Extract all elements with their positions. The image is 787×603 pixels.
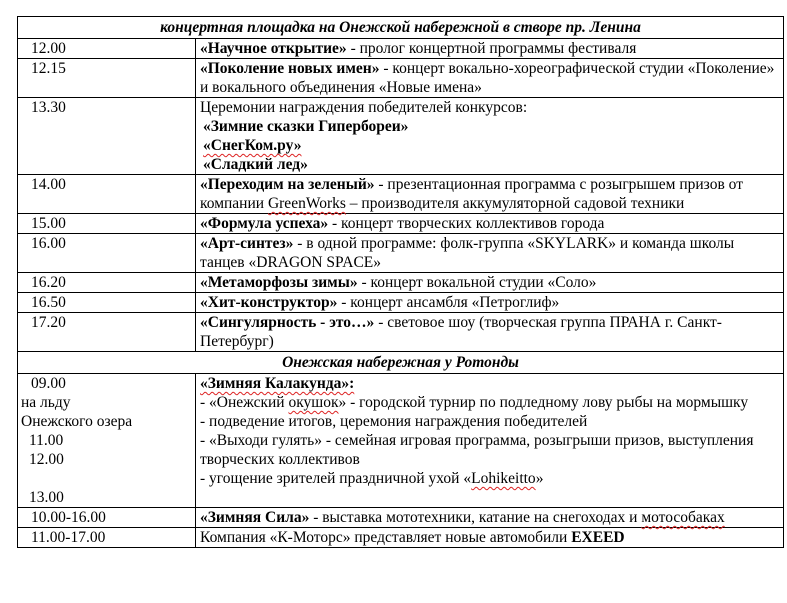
event-time: 10.00-16.00 <box>18 508 196 528</box>
table-row <box>18 293 784 313</box>
event-description <box>196 234 784 273</box>
event-title: «Зимняя Калакунда»: <box>200 375 355 392</box>
brand-name: GreenWorks <box>267 195 346 212</box>
event-text: Церемонии награждения победителей конкурсов: <box>200 99 528 116</box>
award-item: «СнегКом.ру» <box>203 137 302 154</box>
event-description <box>196 293 784 313</box>
table-row <box>18 508 784 528</box>
event-title: «Арт-синтез» <box>200 235 294 252</box>
event-time: 15.00 <box>18 214 196 234</box>
event-text: - световое шоу (творческая группа ПРАНА г. Санкт-Петербург) <box>200 314 722 350</box>
schedule-table <box>17 16 784 548</box>
table-row <box>18 39 784 59</box>
list-item: - «Онежский окушок» - городской турнир по подледному лову рыбы на мормышку <box>200 394 749 411</box>
event-text: - концерт вокальной студии «Соло» <box>357 274 597 291</box>
section-header <box>18 17 784 39</box>
event-title: «Метаморфозы зимы» <box>200 274 358 291</box>
table-row <box>18 214 784 234</box>
event-title: «Сингулярность - это…» <box>200 314 375 331</box>
table-row <box>18 273 784 293</box>
event-title: EXEED <box>571 529 625 546</box>
event-title: «Переходим на зеленый» <box>200 176 375 193</box>
section-title: концертная площадка на Онежской набережной в створе пр. Ленина <box>18 17 784 39</box>
event-text: - концерт вокально-хореографической студии «Поколение» и вокального объединения «Новые имена» <box>200 60 775 96</box>
event-description <box>196 528 784 548</box>
table-row <box>18 374 784 508</box>
event-time: 16.50 <box>18 293 196 313</box>
event-description <box>196 273 784 293</box>
event-description <box>196 313 784 352</box>
table-row <box>18 528 784 548</box>
event-times: 09.00 на льду Онежского озера 11.00 12.00 13.00 <box>18 374 196 508</box>
table-row <box>18 98 784 175</box>
section-header <box>18 352 784 374</box>
event-description <box>196 98 784 175</box>
event-time: 13.30 <box>18 98 196 175</box>
event-text: - пролог концертной программы фестиваля <box>346 40 637 57</box>
event-title: «Хит-конструктор» <box>200 294 338 311</box>
event-time: 16.20 <box>18 273 196 293</box>
event-time: 17.20 <box>18 313 196 352</box>
event-text: - концерт творческих коллективов города <box>328 215 605 232</box>
table-row <box>18 234 784 273</box>
table-row <box>18 59 784 98</box>
event-time: 12.15 <box>18 59 196 98</box>
table-row <box>18 313 784 352</box>
event-title: «Научное открытие» <box>200 40 347 57</box>
event-description <box>196 39 784 59</box>
table-row <box>18 175 784 214</box>
event-title: «Зимняя Сила» <box>200 509 310 526</box>
event-text: - концерт ансамбля «Петроглиф» <box>337 294 560 311</box>
event-description <box>196 374 784 508</box>
event-title: «Поколение новых имен» <box>200 60 380 77</box>
event-text: Компания «К-Моторс» представляет новые автомобили <box>200 529 572 546</box>
event-time: 16.00 <box>18 234 196 273</box>
event-time: 12.00 <box>18 39 196 59</box>
list-item: - «Выходи гулять» - семейная игровая программа, розыгрыши призов, выступления творческих коллективов <box>200 432 754 468</box>
event-time: 14.00 <box>18 175 196 214</box>
event-text: - в одной программе: фолк-группа «SKYLARK» и команда школы танцев «DRAGON SPACE» <box>200 235 735 271</box>
event-description <box>196 214 784 234</box>
list-item: - подведение итогов, церемония награждения победителей <box>200 413 588 430</box>
event-time: 11.00-17.00 <box>18 528 196 548</box>
event-title: «Формула успеха» <box>200 215 329 232</box>
event-description: «Переходим на зеленый» - презентационная программа с розыгрышем призов от компании GreenWorks – производителя аккумуляторной садовой техники <box>196 175 784 214</box>
award-item: «Сладкий лед» <box>203 156 308 173</box>
list-item: - угощение зрителей праздничной ухой «Lohikeitto» <box>200 470 544 487</box>
event-description: «Зимняя Сила» - выставка мототехники, катание на снегоходах и мотособаках <box>196 508 784 528</box>
section-title: Онежская набережная у Ротонды <box>18 352 784 374</box>
event-description <box>196 59 784 98</box>
award-item: «Зимние сказки Гипербореи» <box>203 118 409 135</box>
